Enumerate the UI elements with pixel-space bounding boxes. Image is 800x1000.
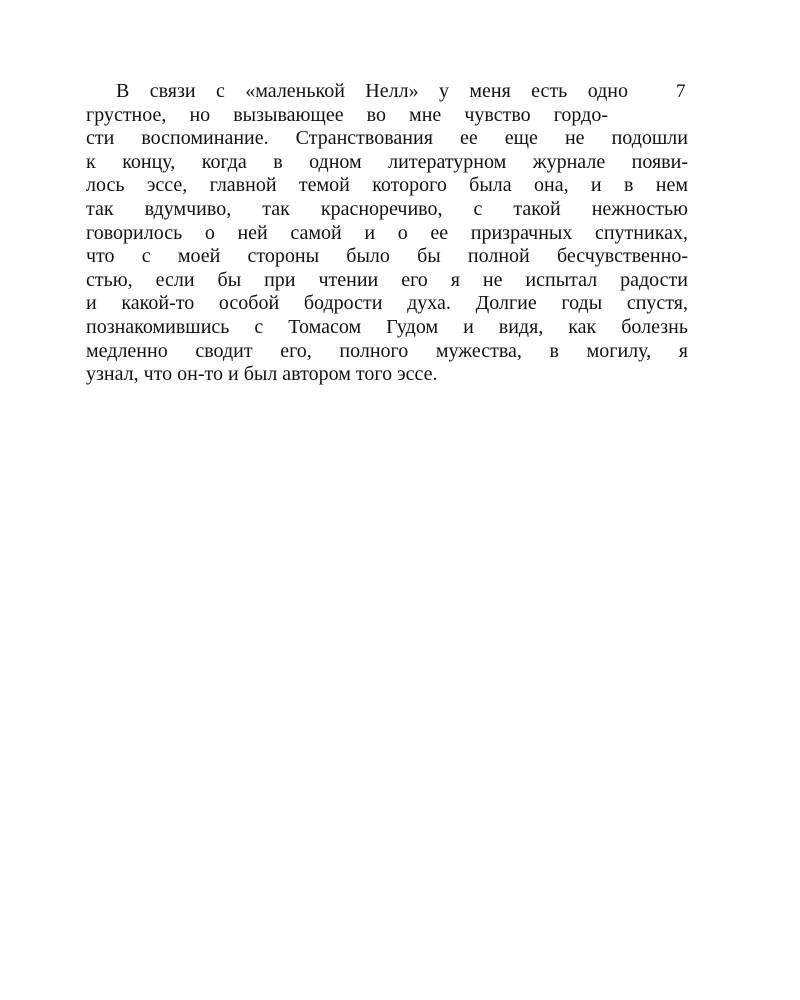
paragraph-line: грустное, но вызывающее во мне чувство гордо-: [86, 103, 608, 126]
paragraph-line: к концу, когда в одном литературном журнале появи-: [86, 150, 688, 173]
page-number: 7: [676, 81, 686, 102]
paragraph-line: говорилось о ней самой и о ее призрачных спутниках,: [86, 221, 688, 244]
body-paragraph: [86, 80, 688, 387]
paragraph-line: стью, если бы при чтении его я не испытал радости: [86, 268, 688, 291]
paragraph-line: В связи с «маленькой Нелл» у меня есть одно: [116, 80, 628, 102]
paragraph-line: узнал, что он-то и был автором того эссе.: [86, 363, 438, 386]
paragraph-line: познакомившись с Томасом Гудом и видя, как болезнь: [86, 315, 688, 338]
paragraph-line: и какой-то особой бодрости духа. Долгие годы спустя,: [86, 292, 688, 315]
paragraph-line: что с моей стороны было бы полной бесчувственно-: [86, 245, 688, 268]
paragraph-line: так вдумчиво, так красноречиво, с такой нежностью: [86, 197, 688, 220]
paragraph-line: лось эссе, главной темой которого была она, и в нем: [86, 174, 688, 197]
paragraph-line: сти воспоминание. Странствования ее еще не подошли: [86, 127, 688, 150]
paragraph-line: медленно сводит его, полного мужества, в могилу, я: [86, 339, 688, 362]
